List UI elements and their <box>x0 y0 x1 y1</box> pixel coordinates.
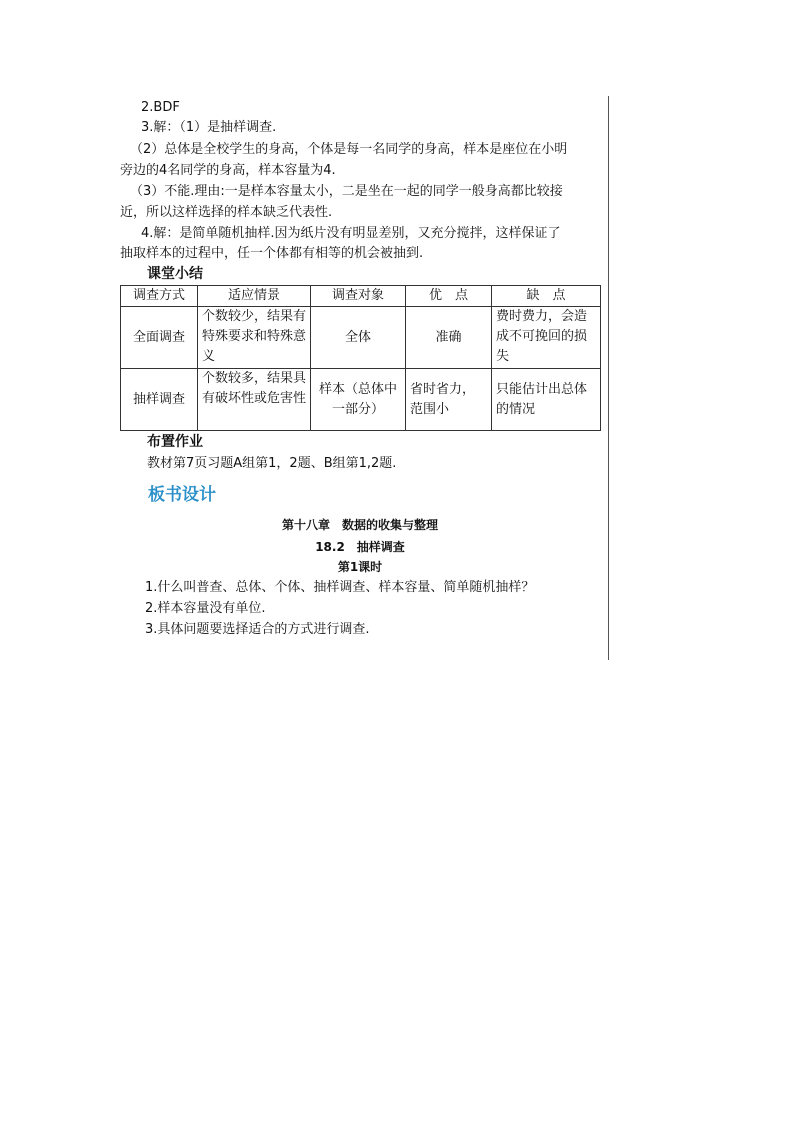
cell-method: 抽样调查 <box>121 369 198 431</box>
cell-object: 样本（总体中一部分） <box>311 369 406 431</box>
header-cons: 缺 点 <box>492 286 601 307</box>
answer-3-part3-line2: 近，所以这样选择的样本缺乏代表性. <box>120 205 333 220</box>
summary-heading: 课堂小结 <box>147 266 203 282</box>
cell-object: 全体 <box>311 307 406 369</box>
right-margin-rule <box>608 96 609 660</box>
cell-method: 全面调查 <box>121 307 198 369</box>
answer-2: 2.BDF <box>141 100 180 115</box>
cell-pros: 准确 <box>406 307 492 369</box>
homework-heading: 布置作业 <box>147 434 203 450</box>
board-section: 18.2 抽样调查 <box>315 540 405 554</box>
board-point-2: 2.样本容量没有单位. <box>145 601 266 616</box>
header-method: 调查方式 <box>121 286 198 307</box>
board-point-3: 3.具体问题要选择适合的方式进行调查. <box>145 622 370 637</box>
answer-3-heading: 3.解：（1）是抽样调查. <box>141 120 277 135</box>
cell-cons: 费时费力，会造成不可挽回的损失 <box>492 307 601 369</box>
answer-4-line2: 抽取样本的过程中，任一个体都有相等的机会被抽到. <box>120 246 424 261</box>
cell-scene: 个数较多，结果具有破坏性或危害性 <box>198 369 311 431</box>
board-lesson: 第1课时 <box>337 560 383 574</box>
cell-scene: 个数较少，结果有特殊要求和特殊意义 <box>198 307 311 369</box>
homework-text: 教材第7页习题A组第1，2题、B组第1,2题. <box>147 456 397 471</box>
cell-cons: 只能估计出总体的情况 <box>492 369 601 431</box>
answer-3-part3-line1: （3）不能.理由:一是样本容量太小，二是坐在一起的同学一般身高都比较接 <box>130 184 563 199</box>
table-row <box>121 307 601 369</box>
answer-4-line1: 4.解：是简单随机抽样.因为纸片没有明显差别，又充分搅拌，这样保证了 <box>141 226 561 241</box>
header-scene: 适应情景 <box>198 286 311 307</box>
table-row <box>121 369 601 431</box>
answer-3-part2-line2: 旁边的4名同学的身高，样本容量为4. <box>120 163 336 178</box>
answer-3-part2-line1: （2）总体是全校学生的身高，个体是每一名同学的身高，样本是座位在小明 <box>130 142 568 157</box>
header-pros: 优 点 <box>406 286 492 307</box>
board-point-1: 1.什么叫普查、总体、个体、抽样调查、样本容量、简单随机抽样？ <box>145 580 535 595</box>
summary-header-row <box>121 286 601 307</box>
summary-table <box>120 285 601 431</box>
cell-pros: 省时省力，范围小 <box>406 369 492 431</box>
board-chapter: 第十八章 数据的收集与整理 <box>281 518 438 532</box>
header-object: 调查对象 <box>311 286 406 307</box>
board-heading: 板书设计 <box>148 485 216 505</box>
